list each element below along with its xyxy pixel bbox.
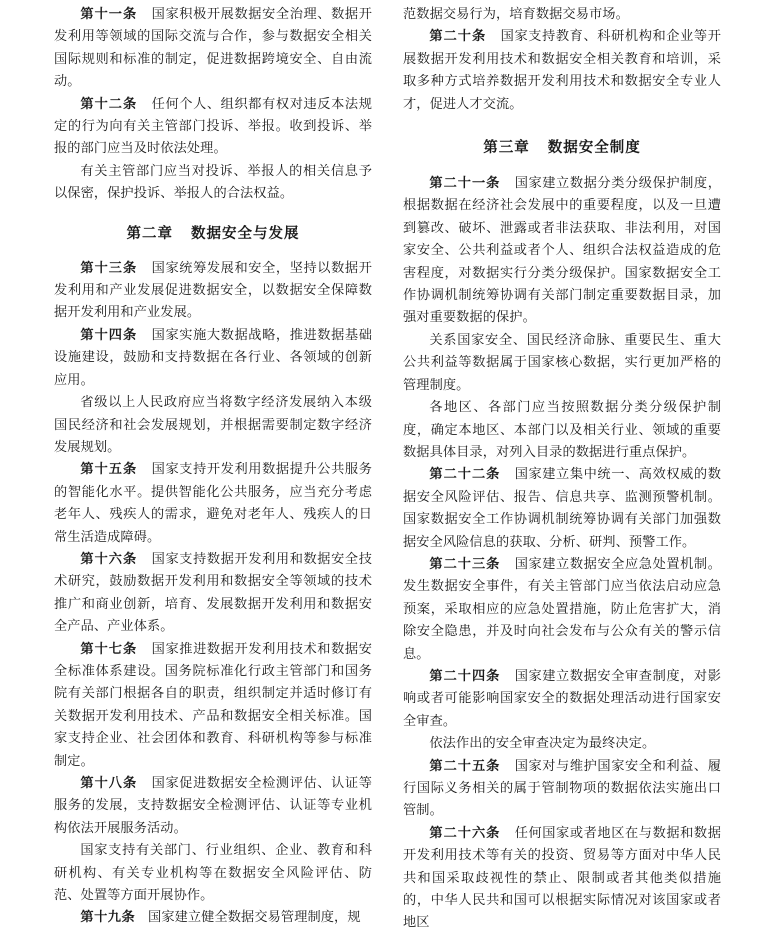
article-number: 第二十一条 xyxy=(429,176,501,192)
right-column xyxy=(403,4,721,935)
article-number: 第十四条 xyxy=(80,327,138,343)
article-number: 第十一条 xyxy=(80,7,138,22)
article-25 xyxy=(403,756,721,823)
chapter-3-heading xyxy=(403,136,721,157)
article-12-paragraph-2: 有关主管部门应当对投诉、举报人的相关信息予以保密，保护投诉、举报人的合法权益。 xyxy=(54,163,372,202)
left-column xyxy=(54,4,372,930)
article-26 xyxy=(403,823,721,935)
article-text: 国家促进数据安全检测评估、认证等服务的发展，支持数据安全检测评估、认证等专业机构依法开展服务活动。 xyxy=(54,776,372,836)
article-text: 国家建立数据分类分级保护制度，根据数据在经济社会发展中的重要程度，以及一旦遭到篡改、破坏、泄露或者非法获取、非法利用，对国家安全、公共利益或者个人、组织合法权益造成的危害程度，对数据实行分类分级保护。国家数据安全工作协调机制统筹协调有关部门制定重要数据目录，加强对重要数据的保护。 xyxy=(403,176,721,326)
article-number: 第二十五条 xyxy=(429,758,501,774)
article-16 xyxy=(54,549,372,639)
article-number: 第二十三条 xyxy=(429,556,501,572)
article-18 xyxy=(54,773,372,840)
article-21 xyxy=(403,173,721,330)
article-text: 国家支持数据开发利用和数据安全技术研究，鼓励数据开发利用和数据安全等领域的技术推广和商业创新，培育、发展数据开发利用和数据安全产品、产业体系。 xyxy=(54,551,372,635)
article-number: 第二十条 xyxy=(429,29,487,45)
article-21-paragraph-3: 各地区、各部门应当按照数据分类分级保护制度，确定本地区、本部门以及相关行业、领域的重要数据具体目录，对列入目录的数据进行重点保护。 xyxy=(403,400,721,460)
article-text: 国家支持开发利用数据提升公共服务的智能化水平。提供智能化公共服务，应当充分考虑老年人、残疾人的需求，避免对老年人、残疾人的日常生活造成障碍。 xyxy=(54,462,372,545)
article-19 xyxy=(54,907,372,929)
article-18-paragraph-2: 国家支持有关部门、行业组织、企业、教育和科研机构、有关专业机构等在数据安全风险评估、防范、处置等方面开展协作。 xyxy=(54,843,372,904)
article-text: 国家建立健全数据交易管理制度，规 xyxy=(148,910,361,926)
article-12 xyxy=(54,94,372,161)
article-text: 国家统筹发展和安全，坚持以数据开发利用和产业发展促进数据安全，以数据安全保障数据开发利用和产业发展。 xyxy=(54,260,372,321)
article-text: 国家建立数据安全审查制度，对影响或者可能影响国家安全的数据处理活动进行国家安全审查。 xyxy=(403,668,721,729)
article-number: 第十九条 xyxy=(80,910,136,926)
article-20 xyxy=(403,26,721,116)
article-number: 第二十二条 xyxy=(429,467,501,483)
article-number: 第二十四条 xyxy=(429,668,501,684)
chapter-number: 第三章 xyxy=(483,140,530,157)
article-number: 第十八条 xyxy=(80,776,138,791)
article-number: 第十三条 xyxy=(80,260,138,276)
article-24-paragraph-2: 依法作出的安全审查决定为最终决定。 xyxy=(429,736,656,752)
article-number: 第二十六条 xyxy=(429,825,501,841)
article-text: 国家建立数据安全应急处置机制。发生数据安全事件，有关主管部门应当依法启动应急预案，采取相应的应急处置措施，防止危害扩大，消除安全隐患，并及时向社会发布与公众有关的警示信息。 xyxy=(403,556,721,662)
article-17 xyxy=(54,639,372,773)
article-21-paragraph-2: 关系国家安全、国民经济命脉、重要民生、重大公共利益等数据属于国家核心数据，实行更加严格的管理制度。 xyxy=(403,332,721,393)
article-number: 第十六条 xyxy=(80,551,138,567)
article-number: 第十二条 xyxy=(80,96,138,112)
article-text: 国家积极开展数据安全治理、数据开发利用等领域的国际交流与合作，参与数据安全相关国际规则和标准的制定，促进数据跨境安全、自由流动。 xyxy=(54,7,372,90)
article-24 xyxy=(403,666,721,733)
article-19-continued: 范数据交易行为，培育数据交易市场。 xyxy=(403,7,629,22)
article-text: 国家推进数据开发利用技术和数据安全标准体系建设。国务院标准化行政主管部门和国务院有关部门根据各自的职责，组织制定并适时修订有关数据开发利用技术、产品和数据安全相关标准。国家支持企业、社会团体和教育、科研机构等参与标准制定。 xyxy=(54,641,372,769)
article-23 xyxy=(403,554,721,666)
chapter-title: 数据安全制度 xyxy=(547,140,641,157)
article-text: 国家建立集中统一、高效权威的数据安全风险评估、报告、信息共享、监测预警机制。国家数据安全工作协调机制统筹协调有关部门加强数据安全风险信息的获取、分析、研判、预警工作。 xyxy=(403,467,721,550)
chapter-2-heading xyxy=(54,222,372,243)
article-11 xyxy=(54,4,372,94)
article-15 xyxy=(54,459,372,549)
article-text: 国家对与维护国家安全和利益、履行国际义务相关的属于管制物项的数据依法实施出口管制。 xyxy=(403,758,721,819)
article-13 xyxy=(54,258,372,325)
article-text: 任何国家或者地区在与数据和数据开发利用技术等有关的投资、贸易等方面对中华人民共和国采取歧视性的禁止、限制或者其他类似措施的，中华人民共和国可以根据实际情况对该国家或者地区 xyxy=(403,825,721,931)
article-text: 国家实施大数据战略，推进数据基础设施建设，鼓励和支持数据在各行业、各领域的创新应用。 xyxy=(54,327,372,388)
article-number: 第十七条 xyxy=(80,641,138,657)
article-14-paragraph-2: 省级以上人民政府应当将数字经济发展纳入本级国民经济和社会发展规划，并根据需要制定数字经济发展规划。 xyxy=(54,395,372,455)
article-text: 任何个人、组织都有权对违反本法规定的行为向有关主管部门投诉、举报。收到投诉、举报的部门应当及时依法处理。 xyxy=(54,96,372,157)
article-14 xyxy=(54,325,372,392)
chapter-title: 数据安全与发展 xyxy=(191,225,300,242)
chapter-number: 第二章 xyxy=(126,225,173,242)
article-text: 国家支持教育、科研机构和企业等开展数据开发利用技术和数据安全相关教育和培训，采取多种方式培养数据开发利用技术和数据安全专业人才，促进人才交流。 xyxy=(403,29,721,112)
article-number: 第十五条 xyxy=(80,462,138,478)
article-22 xyxy=(403,464,721,554)
